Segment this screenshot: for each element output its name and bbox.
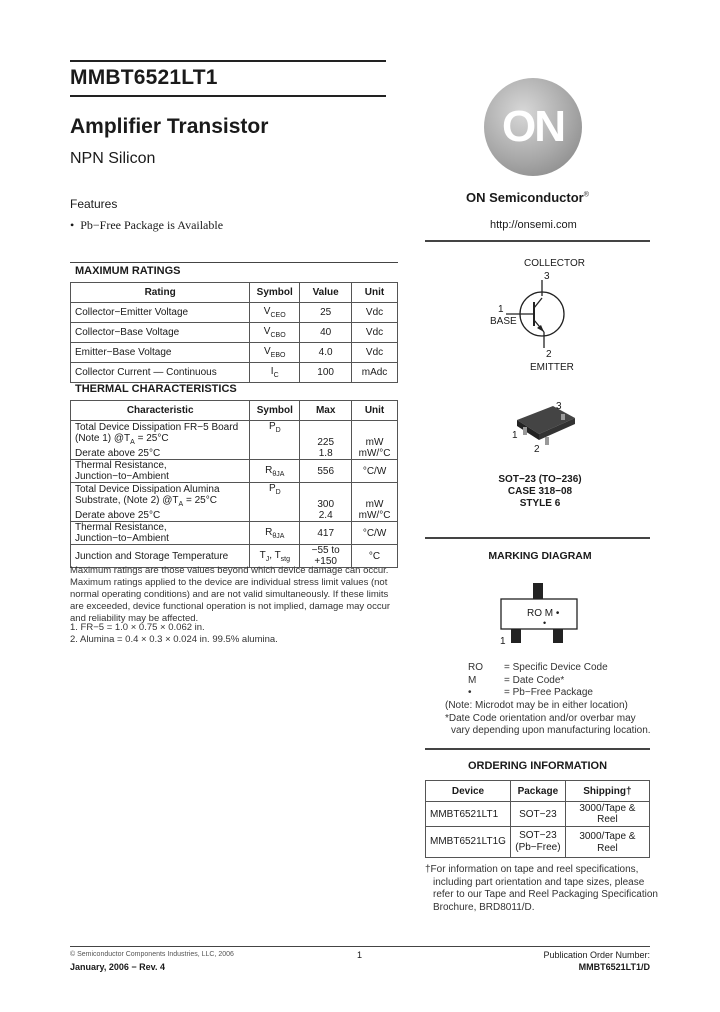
right-rule-2 xyxy=(425,537,650,539)
device-cell: MMBT6521LT1 xyxy=(426,802,511,827)
max-ratings-rule xyxy=(70,262,398,263)
right-rule-1 xyxy=(425,240,650,242)
pub-order-label: Publication Order Number: xyxy=(543,950,650,960)
pin3-label: 3 xyxy=(544,271,550,282)
ratings-note: Maximum ratings are those values beyond which device damage can occur. Maximum ratings applied to the device are individual stress limit values (not normal operating conditions) and are not valid simultaneously. If these limits are exceeded, device functional operation is not implied, damage may occur and reliability may be affected. xyxy=(70,565,391,624)
emitter-label: EMITTER xyxy=(530,362,574,373)
marking-legend: RO = Specific Device Code M = Date Code* • = Pb−Free Package xyxy=(468,662,608,698)
characteristic-cell: Junction and Storage Temperature xyxy=(71,545,250,568)
table-row xyxy=(426,802,650,827)
page-subtitle: NPN Silicon xyxy=(70,150,156,167)
pkg-pin2: 2 xyxy=(534,444,540,455)
characteristic-cell: Total Device Dissipation FR−5 Board (Note 1) $@T_A = 25^\circ C$ Derate above 25°C xyxy=(71,421,250,460)
table-row xyxy=(71,483,398,522)
max-cell: 225 1.8 xyxy=(300,421,352,460)
col-header: Symbol xyxy=(250,401,300,421)
transistor-symbol-icon xyxy=(500,280,580,350)
value-cell: 100 xyxy=(300,363,352,383)
unit-cell: °C/W xyxy=(352,522,398,545)
device-cell: MMBT6521LT1G xyxy=(426,827,511,858)
symbol-cell: $R_{\theta JA}$ xyxy=(250,522,300,545)
col-header: Value xyxy=(300,283,352,303)
table-row xyxy=(71,421,398,460)
table-row xyxy=(71,323,398,343)
features-heading: Features xyxy=(70,197,118,211)
unit-cell: °C/W xyxy=(352,460,398,483)
characteristic-cell: Thermal Resistance, Junction−to−Ambient xyxy=(71,522,250,545)
marking-note: (Note: Microdot may be in either location) *Date Code orientation and/or overbar may vary depending upon manufacturing location. xyxy=(445,700,651,736)
unit-cell: °C xyxy=(352,545,398,568)
table-row xyxy=(71,363,398,383)
thermal-heading: THERMAL CHARACTERISTICS xyxy=(75,383,237,395)
title-rule xyxy=(70,95,386,97)
col-header: Symbol xyxy=(250,283,300,303)
rating-cell: Collector−Base Voltage xyxy=(71,323,250,343)
symbol-cell: $T_J$, $T_{stg}$ xyxy=(250,545,300,568)
unit-cell: mAdc xyxy=(352,363,398,383)
shipping-cell: 3000/Tape & Reel xyxy=(565,827,649,858)
unit-cell: Vdc xyxy=(352,303,398,323)
right-rule-3 xyxy=(425,748,650,750)
package-cell: SOT−23 xyxy=(510,802,565,827)
col-header: Device xyxy=(426,781,511,802)
unit-cell: Vdc xyxy=(352,323,398,343)
characteristic-cell: Thermal Resistance, Junction−to−Ambient xyxy=(71,460,250,483)
symbol-cell: $V_{EBO}$ xyxy=(250,343,300,363)
package-cell: SOT−23 (Pb−Free) xyxy=(510,827,565,858)
table-row xyxy=(71,522,398,545)
feature-item: • Pb−Free Package is Available xyxy=(70,218,224,232)
value-cell: 4.0 xyxy=(300,343,352,363)
shipping-cell: 3000/Tape & Reel xyxy=(565,802,649,827)
symbol-cell: $P_D$ xyxy=(250,483,300,522)
value-cell: 40 xyxy=(300,323,352,343)
page-number: 1 xyxy=(357,950,363,960)
symbol-cell: $I_C$ xyxy=(250,363,300,383)
on-logo xyxy=(484,78,582,176)
unit-cell: mW mW/°C xyxy=(352,483,398,522)
symbol-cell: $V_{CEO}$ xyxy=(250,303,300,323)
marking-diagram-title: MARKING DIAGRAM xyxy=(488,550,592,562)
unit-cell: Vdc xyxy=(352,343,398,363)
value-cell: 25 xyxy=(300,303,352,323)
pin2-label: 2 xyxy=(546,349,552,360)
table-row xyxy=(426,827,650,858)
table-row xyxy=(71,343,398,363)
col-header: Characteristic xyxy=(71,401,250,421)
part-number: MMBT6521LT1 xyxy=(70,66,218,89)
max-ratings-heading: MAXIMUM RATINGS xyxy=(75,265,181,277)
max-cell: −55 to +150 xyxy=(300,545,352,568)
revision-date: January, 2006 − Rev. 4 xyxy=(70,962,165,972)
footer-rule xyxy=(70,946,650,947)
col-header: Max xyxy=(300,401,352,421)
table-row xyxy=(71,460,398,483)
table-row xyxy=(71,303,398,323)
max-ratings-table xyxy=(70,282,398,383)
marking-pin1: 1 xyxy=(500,636,506,647)
table-header-row xyxy=(71,283,398,303)
pkg-pin3: 3 xyxy=(556,401,562,412)
pin1-label: 1 xyxy=(498,304,504,315)
table-header-row xyxy=(426,781,650,802)
feature-item-text: Pb−Free Package is Available xyxy=(80,218,224,232)
collector-label: COLLECTOR xyxy=(524,258,585,269)
copyright: © Semiconductor Components Industries, LLC, 2006 xyxy=(70,951,234,958)
logo-text: ON xyxy=(502,102,564,151)
symbol-cell: $V_{CBO}$ xyxy=(250,323,300,343)
company-url[interactable]: http://onsemi.com xyxy=(490,219,577,231)
unit-cell: mW mW/°C xyxy=(352,421,398,460)
max-cell: 417 xyxy=(300,522,352,545)
col-header: Package xyxy=(510,781,565,802)
rating-cell: Emitter−Base Voltage xyxy=(71,343,250,363)
company-name: ON Semiconductor® xyxy=(466,190,589,205)
table-header-row xyxy=(71,401,398,421)
pkg-pin1: 1 xyxy=(512,430,518,441)
max-cell: 556 xyxy=(300,460,352,483)
rating-cell: Collector Current — Continuous xyxy=(71,363,250,383)
microdot-icon: • xyxy=(543,618,547,628)
note-2: 2. Alumina = 0.4 × 0.3 × 0.024 in. 99.5% alumina. xyxy=(70,634,278,645)
ordering-title: ORDERING INFORMATION xyxy=(467,760,608,772)
symbol-cell: $R_{\theta JA}$ xyxy=(250,460,300,483)
pub-order-number: MMBT6521LT1/D xyxy=(578,962,650,972)
note-1: 1. FR−5 = 1.0 × 0.75 × 0.062 in. xyxy=(70,622,205,633)
package-info: SOT−23 (TO−236) CASE 318−08 STYLE 6 xyxy=(498,474,582,509)
symbol-cell: $P_D$ xyxy=(250,421,300,460)
rating-cell: Collector−Emitter Voltage xyxy=(71,303,250,323)
max-cell: 300 2.4 xyxy=(300,483,352,522)
characteristic-cell: Total Device Dissipation Alumina Substrate, (Note 2) $@T_A = 25^\circ C$ Derate above 25°C xyxy=(71,483,250,522)
thermal-table xyxy=(70,400,398,568)
ordering-footnote: †For information on tape and reel specifications, including part orientation and tape sizes, please refer to our Tape and Reel Packaging Specification Brochure, BRD8011/D. xyxy=(425,864,658,913)
col-header: Shipping† xyxy=(565,781,649,802)
col-header: Unit xyxy=(352,283,398,303)
base-label: BASE xyxy=(490,316,517,327)
col-header: Unit xyxy=(352,401,398,421)
page-title: Amplifier Transistor xyxy=(70,115,269,138)
col-header: Rating xyxy=(71,283,250,303)
chip-marking: RO M • xyxy=(527,608,560,619)
top-rule xyxy=(70,60,386,62)
ordering-table xyxy=(425,780,650,858)
